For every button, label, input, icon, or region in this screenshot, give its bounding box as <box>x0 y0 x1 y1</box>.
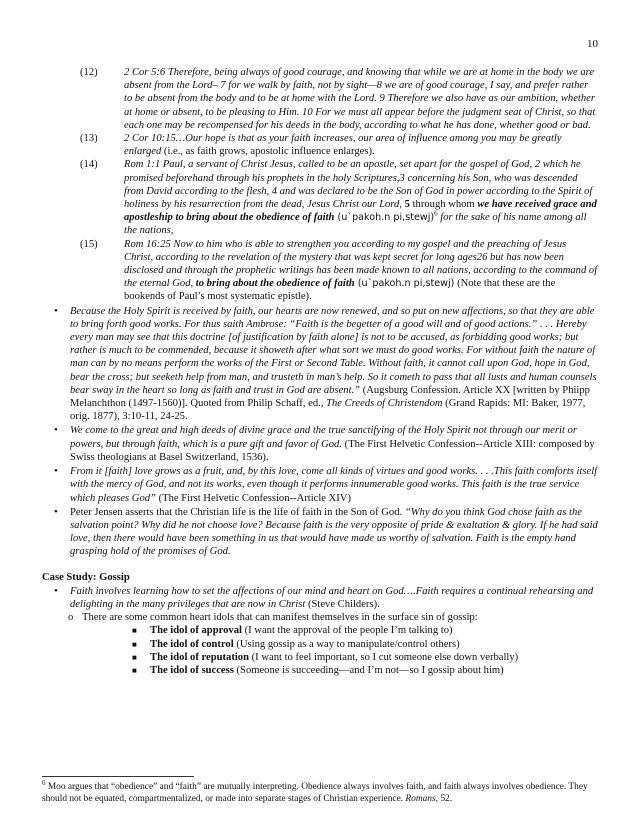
idol-item <box>42 624 598 637</box>
sub-bullet-marker: o <box>68 612 74 624</box>
entry-label: (12) <box>80 67 98 78</box>
sub-bullet-text: There are some common heart idols that can manifest themselves in the surface sin of gossip: <box>82 612 478 624</box>
quote-text: We come to the great and high deeds of divine grace and the true sanctifying of the Holy Spirit not through our merit or powers, but through faith, which is a pure gift and favor of God. <box>70 425 577 450</box>
citation-text: (The First Helvetic Confession--Article XIV) <box>155 492 351 504</box>
idol-desc: (Using gossip as a way to manipulate/control others) <box>233 638 460 650</box>
idol-name: The idol of reputation <box>150 651 249 663</box>
case-study-heading: Case Study: Gossip <box>42 571 130 583</box>
citation-end: (Grand Rapids: MI: Baker, 1977, orig. 1877), 3:10-11, 24-25. <box>70 398 586 423</box>
quote-text: “Why do you think God chose faith as the salvation point? Why did he not choose love? Because faith is the very opposite of pride & exaltation & glory. If he had said love, then there would have been something in us that would have made us worthy of salvation. Faith is the empty hand grasping hold of the promises of God. <box>70 506 598 558</box>
entry-12 <box>80 66 598 132</box>
bullet-jensen <box>50 506 598 559</box>
bullet-helvetic-14 <box>50 465 598 505</box>
footnote-text: Moo argues that “obedience” and “faith” are mutually interpreting. Obedience always involves faith, and faith always involves obedience. They should not be equated, compartmentalized, or made into separate stages of Christian experience. <box>42 782 588 804</box>
footnote-end: , 52. <box>435 794 453 804</box>
quote-text: Because the Holy Spirit is received by faith, our hearts are now renewed, and so put on new affections, so that they are able to bring forth good works. For thus saith Ambrose: “Faith is the begetter of a good will and of good actions.” . . . Hereby every man may see that this doctrine [of justification by faith alone] is not to be accused, as forbidding good works; but rather is much to be commended, because it showeth after what sort we must do good works. For without faith the nature of man can by no means perform the works of the First or Second Table. Without faith, it cannot call upon God, hope in God, bear the cross; but seeketh help from man, and trusteth in man’s help. So it cometh to pass that all lusts and human counsels bear sway in the heart so long as faith and trust in God are absent.” <box>70 305 597 396</box>
idol-name: The idol of control <box>150 638 234 650</box>
bullet-augsburg <box>50 305 598 424</box>
entry-label: (14) <box>80 159 98 171</box>
entry-emphasis: to bring about the obedience of faith <box>195 278 355 290</box>
entry-text: 2 Cor 10:15…Our hope is that as your faith increases, our area of influence among you may be greatly enlarged <box>124 133 562 158</box>
entry-emphasis: we have received grace and apostleship to bring about the obedience of faith <box>124 199 597 224</box>
entry-text: 2 Cor 5:6 Therefore, being always of good courage, and knowing that while we are at home in the body we are absent from the Lord– 7 for we walk by faith, not by sight—8 we are of good courage, I say, and prefer rather to be absent from the body and to be at home with the Lord. 9 Therefore we also have as our ambition, whether at home or absent, to be pleasing to Him. 10 For we must all appear before the judgment seat of Christ, so that each one may be recompensed for his deeds in the body, according to what he has done, whether good or bad. <box>124 67 596 131</box>
entry-15 <box>80 238 598 304</box>
idol-name: The idol of success <box>150 664 234 676</box>
idol-desc: (Someone is succeeding—and I’m not—so I gossip about him) <box>233 664 504 676</box>
bullet-childers <box>50 585 598 611</box>
footnote-ref[interactable]: 6 <box>434 209 438 218</box>
greek-transliteration: (u`pakoh.n pi,stewj) <box>334 212 435 224</box>
citation-text: (The First Helvetic Confession--Article XIII: composed by Swiss theologians at Basel Switzerland, 1536). <box>70 438 595 463</box>
entry-text-plain: (Note that these are the bookends of Paul’s most systematic epistle). <box>124 278 556 303</box>
footnote-source: Romans <box>405 794 436 804</box>
entry-label: (13) <box>80 133 98 145</box>
entry-13 <box>80 132 598 158</box>
idol-item <box>42 651 598 664</box>
footnote <box>42 778 598 805</box>
idol-desc: (I want to feel important, so I cut someone else down verbally) <box>249 651 519 663</box>
footnote-marker: 6 <box>42 778 46 787</box>
quote-text: From it [faith] love grows as a fruit, and, by this love, come all kinds of virtues and good works. . . .This faith comforts itself with the mercy of God, and not its works, even though it performs innumerable good works. This faith is the true service which pleases God” <box>70 466 598 504</box>
entry-text-end: for the sake of his name among all the nations, <box>124 212 587 237</box>
quote-text: Faith involves learning how to set the affections of our mind and heart on God….Faith requires a continual rehearsing and delighting in the many privileges that are now in Christ <box>70 585 594 610</box>
idol-name: The idol of approval <box>150 625 242 637</box>
entry-14 <box>80 158 598 237</box>
entry-text: Rom 1:1 Paul, a servant of Christ Jesus, called to be an apostle, set apart for the gospel of God, 2 which he promised beforehand through his prophets in the holy Scriptures,3 concerning his Son, who was descended from David according to the flesh, 4 and was declared to be the Son of God in power according to the Spirit of holiness by his resurrection from the dead, Jesus Christ our Lord, <box>124 159 593 211</box>
intro-text: Peter Jensen asserts that the Christian life is the life of faith in the Son of God. <box>70 506 405 518</box>
document-body <box>42 66 598 677</box>
citation-title: The Creeds of Christendom <box>326 398 443 410</box>
entry-text-plain: through whom <box>409 199 478 211</box>
bullet-helvetic-13 <box>50 424 598 464</box>
citation-text: (Steve Childers). <box>305 598 380 610</box>
footnote-divider <box>42 776 194 777</box>
greek-transliteration: (u`pakoh.n pi,stewj) <box>354 278 455 290</box>
citation-text: (Augsburg Confession. Article XX [written by Phiipp Melanchthon (1497-1560)]. Quoted from Philip Schaff, ed., <box>70 384 590 410</box>
idol-item <box>42 638 598 651</box>
sub-bullet-idols-intro <box>42 611 598 624</box>
idol-desc: (I want the approval of the people I’m talking to) <box>241 625 453 637</box>
entry-text: Rom 16:25 Now to him who is able to strengthen you according to my gospel and the preaching of Jesus Christ, according to the revelation of the mystery that was kept secret for long ages26 but has now been disclosed and through the prophetic writings has been made known to all nations, according to the command of the eternal God, <box>124 238 598 290</box>
verse-number: 5 <box>401 199 410 211</box>
entry-label: (15) <box>80 238 98 250</box>
entry-text-plain: (i.e., as faith grows, apostolic influence enlarges). <box>161 146 375 158</box>
idol-item <box>42 664 598 677</box>
page-number: 10 <box>587 38 598 50</box>
